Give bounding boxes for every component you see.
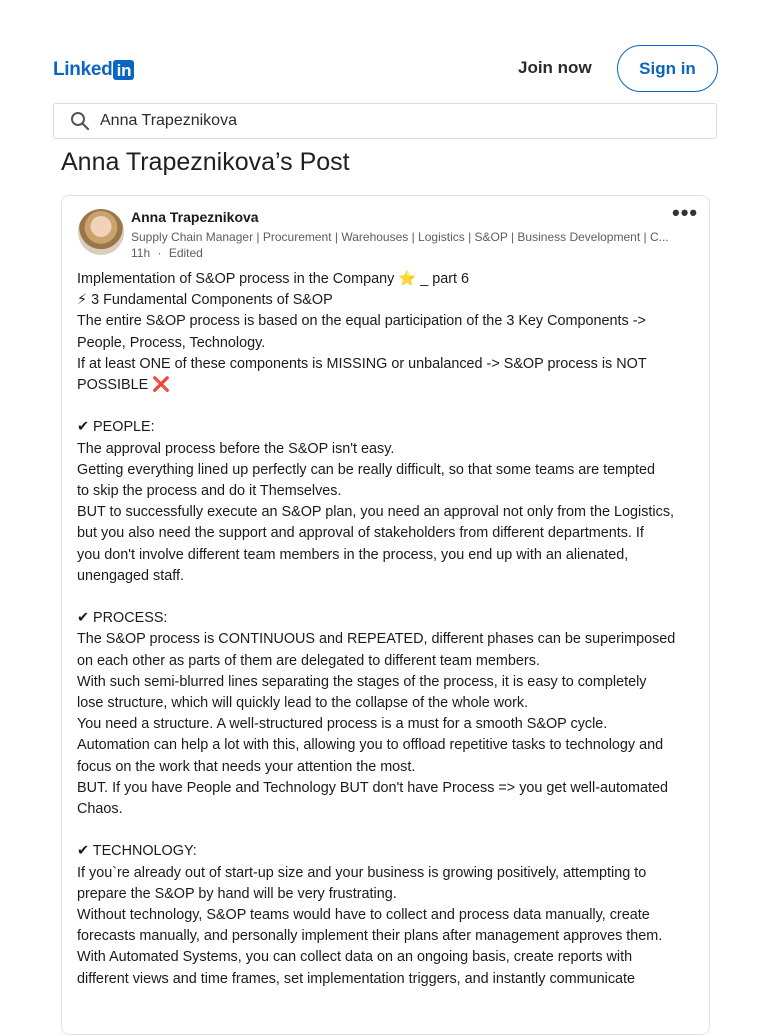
join-now-link[interactable]: Join now <box>518 58 592 77</box>
post-text-line: BUT. If you have People and Technology BUT don't have Process => you get well-automated <box>77 779 668 796</box>
post-text-line: prepare the S&OP by hand will be very frustrating. <box>77 885 397 902</box>
post-text-line: POSSIBLE ❌ <box>77 377 171 394</box>
post-text-line: ✔ PROCESS: <box>77 610 168 627</box>
search-icon <box>70 111 90 131</box>
post-blank-line <box>77 587 692 608</box>
post-text-line: ✔ TECHNOLOGY: <box>77 843 197 860</box>
post-text-line: but you also need the support and approval of stakeholders from different departments. If <box>77 525 644 542</box>
logo-in-box: in <box>113 60 134 80</box>
post-meta <box>131 246 203 260</box>
post-text-line: unengaged staff. <box>77 567 184 584</box>
post-blank-line <box>77 820 692 841</box>
linkedin-logo[interactable] <box>53 59 134 81</box>
post-time: 11h <box>131 246 151 260</box>
post-text-line: Getting everything lined up perfectly can be really difficult, so that some teams are tempted <box>77 461 656 478</box>
post-text-line: Automation can help a lot with this, allowing you to offload repetitive tasks to technology and <box>77 737 664 754</box>
post-text-line: You need a structure. A well-structured process is a must for a smooth S&OP cycle. <box>77 716 608 733</box>
post-text-line: BUT to successfully execute an S&OP plan, you need an approval not only from the Logistics, <box>77 504 675 521</box>
post-text-line: Chaos. <box>77 801 123 818</box>
post-blank-line <box>77 396 692 417</box>
search-input[interactable]: Anna Trapeznikova <box>100 112 237 129</box>
post-text-line: The S&OP process is CONTINUOUS and REPEATED, different phases can be superimposed <box>77 631 676 648</box>
post-text-line: Implementation of S&OP process in the Company ⭐ _ part 6 <box>77 271 470 287</box>
author-avatar[interactable] <box>78 209 124 255</box>
post-text-line: With Automated Systems, you can collect data on an ongoing basis, create reports with <box>77 949 633 966</box>
logo-text: Linked <box>53 59 113 80</box>
post-text-line: If you`re already out of start-up size and your business is growing positively, attempting to <box>77 864 647 881</box>
post-text-line: With such semi-blurred lines separating the stages of the process, it is easy to completely <box>77 673 647 690</box>
post-text-line: If at least ONE of these components is MISSING or unbalanced -> S&OP process is NOT <box>77 355 647 372</box>
author-name[interactable]: Anna Trapeznikova <box>131 209 259 225</box>
author-headline: Supply Chain Manager | Procurement | Warehouses | Logistics | S&OP | Business Development | C... <box>131 230 669 244</box>
post-text-line: you don't involve different team members in the process, you end up with an alienated, <box>77 546 629 563</box>
edited-label: Edited <box>168 246 203 260</box>
post-text-line: different views and time frames, set implementation triggers, and instantly communicate <box>77 970 636 987</box>
sign-in-button[interactable]: Sign in <box>617 45 718 92</box>
post-text-line: lose structure, which will quickly lead to the collapse of the whole work. <box>77 695 529 712</box>
top-bar <box>0 0 768 100</box>
search-bar[interactable] <box>53 103 717 139</box>
post-text-line: Without technology, S&OP teams would have to collect and process data manually, create <box>77 907 650 924</box>
meta-separator: · <box>157 246 162 260</box>
post-text-line: to skip the process and do it Themselves. <box>77 483 342 500</box>
post-text-line: ✔ PEOPLE: <box>77 419 155 436</box>
post-text-line: The entire S&OP process is based on the equal participation of the 3 Key Components -> <box>77 313 646 330</box>
post-text-line: on each other as parts of them are delegated to different team members. <box>77 652 540 669</box>
post-text-line: forecasts manually, and personally implement their plans after management approves them. <box>77 928 663 945</box>
post-text-line: People, Process, Technology. <box>77 334 266 351</box>
page-title: Anna Trapeznikova’s Post <box>61 148 350 176</box>
post-text-line: focus on the work that needs your attention the most. <box>77 758 416 775</box>
more-options-icon[interactable]: ••• <box>672 200 699 225</box>
post-text-line: ⚡ 3 Fundamental Components of S&OP <box>77 292 333 309</box>
post-body <box>77 269 692 990</box>
post-text-line: The approval process before the S&OP isn't easy. <box>77 440 395 457</box>
